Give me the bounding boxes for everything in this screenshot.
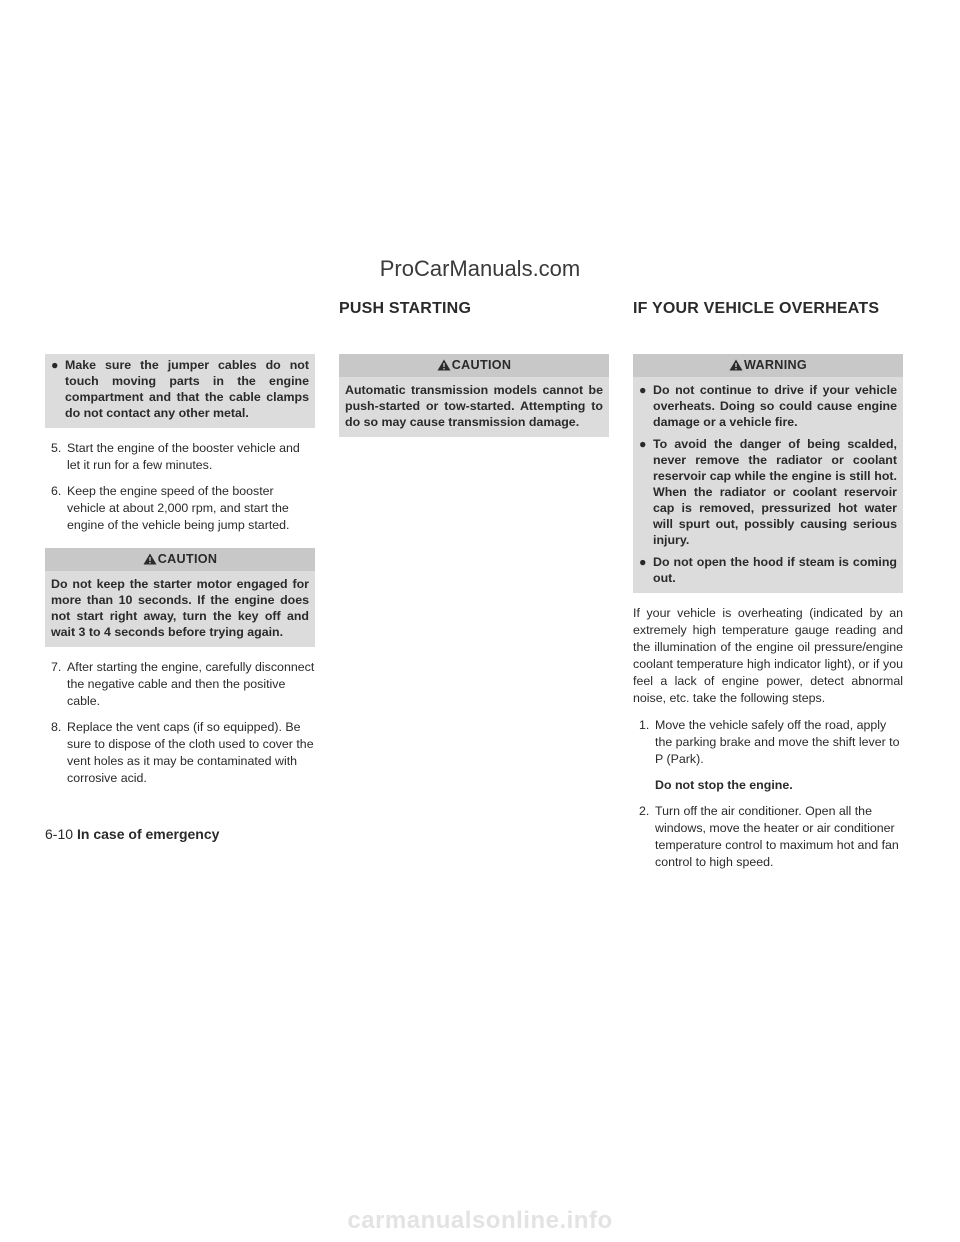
steps-list-a <box>45 440 315 534</box>
caution-box-starter <box>45 548 315 647</box>
warning-triangle-icon <box>729 359 743 371</box>
warning-bullet: ● To avoid the danger of being scalded, never remove the radiator or coolant reservoir cap while the engine is still hot. When the radiator or coolant reservoir cap is removed, pressurized hot water will spurt out, possibly causing serious injury. <box>639 437 897 547</box>
bullet-icon: ● <box>639 437 647 451</box>
warning-bullets <box>633 377 903 593</box>
bullet-icon: ● <box>639 383 647 397</box>
step-item <box>45 440 315 474</box>
step-text: Move the vehicle safely off the road, apply the parking brake and move the shift lever to P (Park). <box>655 718 900 766</box>
caution-text: Do not keep the starter motor engaged for more than 10 seconds. If the engine does not start right away, turn the key off and wait 3 to 4 seconds before trying again. <box>51 577 309 639</box>
step-number: 2. <box>639 804 650 818</box>
step-text: Keep the engine speed of the booster vehicle at about 2,000 rpm, and start the engine of the vehicle being jump started. <box>67 484 290 532</box>
jumper-notice-box <box>45 354 315 428</box>
steps-list-b <box>45 659 315 787</box>
column-right <box>633 354 903 880</box>
step-item <box>633 803 903 871</box>
step-item <box>45 659 315 710</box>
step-text: Replace the vent caps (if so equipped). Be sure to dispose of the cloth used to cover the vent holes as it may be contaminated with corrosive acid. <box>67 720 314 785</box>
warning-box-overheat <box>633 354 903 593</box>
step-text: After starting the engine, carefully disconnect the negative cable and then the positive cable. <box>67 660 315 708</box>
step-number: 1. <box>639 718 650 732</box>
caution-box-push-start <box>339 354 609 437</box>
page-footer <box>45 826 219 842</box>
watermark-bottom: carmanualsonline.info <box>347 1207 613 1234</box>
step-number: 7. <box>51 660 62 674</box>
heading-push-starting: PUSH STARTING <box>339 300 472 317</box>
caution-title: CAUTION <box>45 548 315 571</box>
step-item <box>45 719 315 787</box>
bullet-icon: ● <box>639 555 647 569</box>
warning-bullet: ● Do not continue to drive if your vehicle overheats. Doing so could cause engine damage or a vehicle fire. <box>639 383 897 429</box>
heading-overheats: IF YOUR VEHICLE OVERHEATS <box>633 300 880 317</box>
overheat-steps <box>633 717 903 871</box>
step-text: Turn off the air conditioner. Open all the windows, move the heater or air conditioner temperature control to maximum hot and fan control to high speed. <box>655 804 899 869</box>
warning-title: WARNING <box>633 354 903 377</box>
column-left <box>45 354 315 796</box>
warning-triangle-icon <box>143 553 157 565</box>
step-number: 6. <box>51 484 62 498</box>
column-middle <box>339 354 609 449</box>
warning-triangle-icon <box>437 359 451 371</box>
step-number: 5. <box>51 441 62 455</box>
chapter-title: In case of emergency <box>77 826 220 842</box>
caution-text: Automatic transmission models cannot be push-started or tow-started. Attempting to do so may cause transmission damage. <box>345 383 603 429</box>
step-text: Start the engine of the booster vehicle and let it run for a few minutes. <box>67 441 300 472</box>
caution-title: CAUTION <box>339 354 609 377</box>
step-number: 8. <box>51 720 62 734</box>
bullet-icon: ● <box>51 358 59 372</box>
step-item <box>45 483 315 534</box>
overheat-intro: If your vehicle is overheating (indicated by an extremely high temperature gauge reading and the illumination of the engine oil pressure/engine coolant temperature high indicator light), or if you feel a lack of engine power, detect abnormal noise, etc. take the following steps. <box>633 606 903 705</box>
step-item <box>633 717 903 794</box>
warning-bullet: ● Do not open the hood if steam is coming out. <box>639 555 897 585</box>
page-number: 6-10 <box>45 826 74 842</box>
notice-bullet: ● Make sure the jumper cables do not touch moving parts in the engine compartment and that the cable clamps do not contact any other metal. <box>51 358 309 420</box>
step-note: Do not stop the engine. <box>655 778 793 792</box>
watermark-top: ProCarManuals.com <box>379 256 581 281</box>
